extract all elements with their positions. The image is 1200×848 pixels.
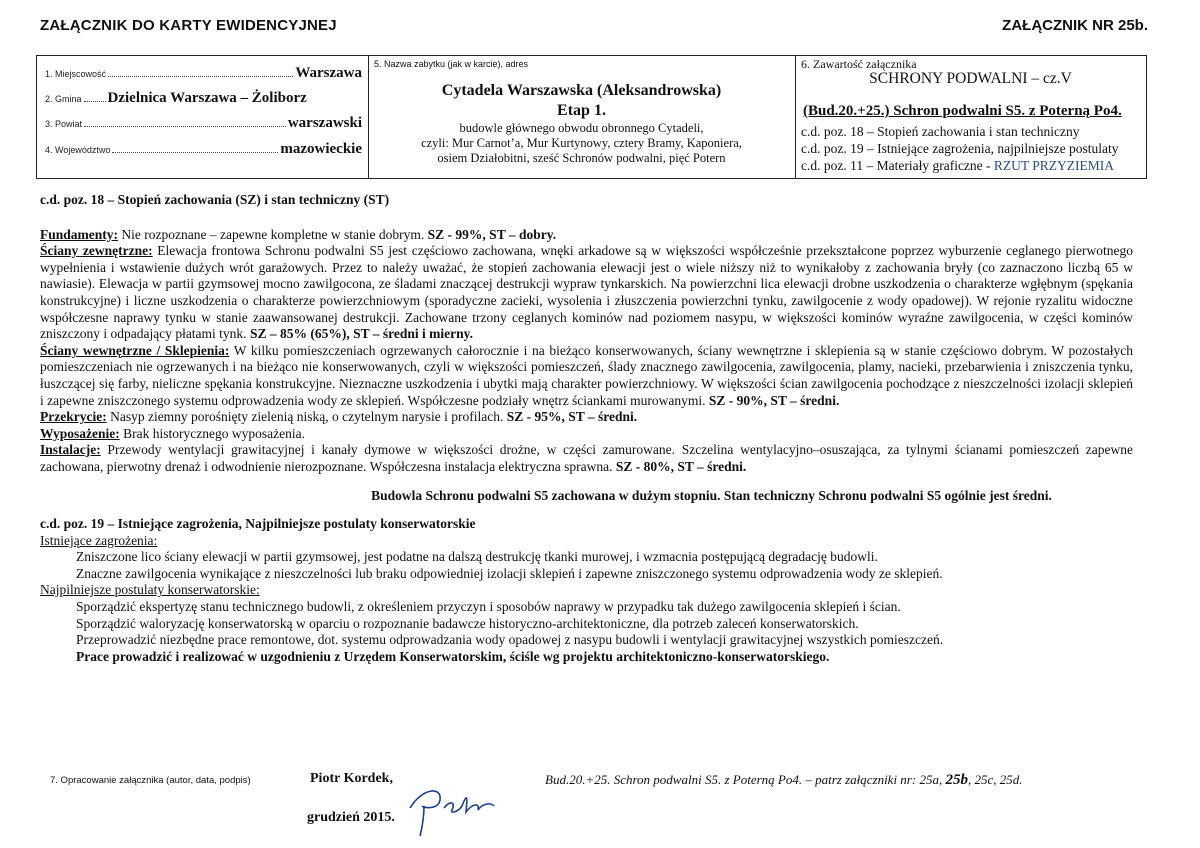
author-name: Piotr Kordek, <box>310 771 393 786</box>
location-row-commune: 2. Gmina Dzielnica Warszawa – Żoliborz <box>45 90 307 106</box>
contents-line-18: c.d. poz. 18 – Stopień zachowania i stan techniczny <box>801 124 1080 139</box>
section-18-summary: Budowla Schronu podwalni S5 zachowana w dużym stopniu. Stan techniczny Schronu podwalni S5 ogólnie jest średni. <box>371 487 1052 503</box>
signature-image <box>402 778 522 838</box>
postulate-item: Przeprowadzić niezbędne prace remontowe, dot. systemu odprowadzania wody opadowej z nasypu budowli i wentylacji grawitacyjnej wszystkich pomieszczeń. <box>76 632 944 648</box>
related-annexes-reference: Bud.20.+25. Schron podwalni S5. z Poterną Po4. – patrz załączniki nr: 25a, 25b, 25c, 25d. <box>545 772 1023 788</box>
contents-line-19: c.d. poz. 19 – Istniejące zagrożenia, najpilniejsze postulaty <box>801 141 1119 156</box>
ground-floor-plan-link[interactable]: RZUT PRZYZIEMIA <box>993 158 1115 173</box>
contents-building-ref: (Bud.20.+25.) Schron podwalni S5. z Poterną Po4. <box>803 103 1122 119</box>
object-stage: Etap 1. <box>557 102 606 119</box>
location-row-town: 1. Miejscowość Warszawa <box>45 65 362 81</box>
location-row-county: 3. Powiat warszawski <box>45 115 362 131</box>
threats-label: Istniejące zagrożenia: <box>40 532 158 548</box>
contents-title: SCHRONY PODWALNI – cz.V <box>869 70 1072 87</box>
footer-label: 7. Opracowanie załącznika (autor, data, podpis) <box>50 775 251 786</box>
threat-item: Zniszczone lico ściany elewacji w partii gzymsowej, jest podatne na dalszą destrukcję tkanki murowej, i wzmacnia postępującą degradację budowli. <box>76 549 878 565</box>
header-table <box>36 55 1147 179</box>
document-title: ZAŁĄCZNIK DO KARTY EWIDENCYJNEJ <box>40 17 337 34</box>
object-name: Cytadela Warszawska (Aleksandrowska) <box>441 82 722 99</box>
contents-column <box>795 56 1146 178</box>
object-label: 5. Nazwa zabytku (jak w karcie), adres <box>374 59 529 69</box>
roofing-paragraph: Przekrycie: Nasyp ziemny porośnięty zielenią niską, o czytelnym narysie i profilach. SZ - 95%, ST – średni. <box>40 409 638 425</box>
foundations-paragraph: Fundamenty: Nie rozpoznane – zapewne kompletne w stanie dobrym. SZ - 99%, ST – dobry. <box>40 226 557 242</box>
threat-item: Znaczne zawilgocenia wynikające z nieszczelności lub braku odpowiedniej izolacji sklepień i zapewne zniszczonego systemu odprowadzenia wody ze sklepień. <box>76 565 943 581</box>
installations-paragraph: Instalacje: Przewody wentylacji grawitacyjnej i kanały dymowe w większości drożne, w części zamurowane. Szczelina wentylacyjno–osuszająca, za tylnymi ścianami pomieszczeń zapewne zachowana, pierwotny drenaż i odwodnienie nierozpoznane. Współczesna instalacja elektryczna sprawna. SZ - 80%, ST – średni. <box>40 442 1133 474</box>
location-row-voivodeship: 4. Województwo mazowieckie <box>45 141 362 157</box>
equipment-paragraph: Wyposażenie: Brak historycznego wyposażenia. <box>40 425 305 441</box>
postulate-item: Sporządzić ekspertyzę stanu technicznego budowli, z określeniem przyczyn i sposobów naprawy w przypadku tak dużego zawilgocenia sklepień i ścian. <box>76 599 901 615</box>
external-walls-paragraph: Ściany zewnętrzne: Elewacja frontowa Schronu podwalni S5 jest częściowo zachowana, wnęki arkadowe są w większości współcześnie przekształcone poprzez wyburzenie ceglanego pierwotnego wypełnienia i wstawienie dużych wrót garażowych. Przez to należy uważać, że stopień zachowania elewacji jest o wiele niższy niż to wynikałoby z zachowania bryły (co zaznaczono liczbą 65 w nawiasie). Elewacja w partii gzymsowej mocno zawilgocona, ze śladami znaczącej destrukcji wypraw tynkarskich. Na powierzchni lica elewacji drobne uszkodzenia o charakterze wgłębnym (spękania konstrukcyjne) i liczne uszkodzenia o charakterze powierzchniowym (sporadyczne zacieki, wysolenia i złuszczenia powierzchni tynku, zawilgocenie z wody opadowej). W rejonie ryzalitu widoczne współczesne naprawy tynku w stanie zaawansowanej destrukcji. Zachowane trzony ceglanych kominów nad poziomem nasypu, w większości kominów wyraźne zawilgocenia, w części kominów zniszczony i odpadający płatami tynk. SZ – 85% (65%), ST – średni i mierny. <box>40 243 1134 342</box>
contents-line-11: c.d. poz. 11 – Materiały graficzne - RZUT PRZYZIEMIA <box>801 158 1115 173</box>
final-recommendation: Prace prowadzić i realizować w uzgodnieniu z Urzędem Konserwatorskim, ściśle wg projektu architektoniczno-konserwatorskiego. <box>76 648 830 664</box>
annex-number: ZAŁĄCZNIK NR 25b. <box>1002 17 1148 34</box>
contents-label: 6. Zawartość załącznika <box>801 57 917 71</box>
object-column <box>368 56 796 178</box>
document-date: grudzień 2015. <box>307 810 395 825</box>
section-19-heading: c.d. poz. 19 – Istniejące zagrożenia, Najpilniejsze postulaty konserwatorskie <box>40 516 476 532</box>
main-content <box>40 192 1133 665</box>
postulate-item: Sporządzić waloryzację konserwatorską w oparciu o rozpoznanie badawcze historyczno-architektoniczne, dla potrzeb zaleceń konserwatorskich. <box>76 615 859 631</box>
postulates-label: Najpilniejsze postulaty konserwatorskie: <box>40 582 260 598</box>
section-18-heading: c.d. poz. 18 – Stopień zachowania (SZ) i stan techniczny (ST) <box>40 192 390 207</box>
internal-walls-paragraph: Ściany wewnętrzne / Sklepienia: W kilku pomieszczeniach ogrzewanych całorocznie i na bieżąco konserwowanych, ściany wewnętrzne i sklepienia są w stanie częściowo dobrym. W pozostałych pomieszczeniach nie ogrzewanych i na bieżąco nie konserwowanych, czyli w większości pomieszczeń, ślady znacznego zawilgocenia, zawilgocenia, plamy, nacieki, przebarwienia i zniszczenia tynku, łuszczącej się farby, nieliczne spękania konstrukcyjne. Nieznaczne uszkodzenia i ubytki mają charakter powierzchniowy. W większości ścian zawilgocenia pochodzące z nieszczelności izolacji sklepień i zapewne zniszczonego systemu odprowadzenia wody ze sklepień. Współczesne podziały wnętrz ściankami murowanymi. SZ - 90%, ST – średni. <box>40 342 1133 408</box>
object-description: budowle głównego obwodu obronnego Cytadeli, czyli: Mur Carnot’a, Mur Kurtynowy, cztery Bramy, Kaponiera, osiem Działobitni, sześć Schronów podwalni, pięć Potern <box>421 121 742 165</box>
location-column <box>37 56 369 178</box>
